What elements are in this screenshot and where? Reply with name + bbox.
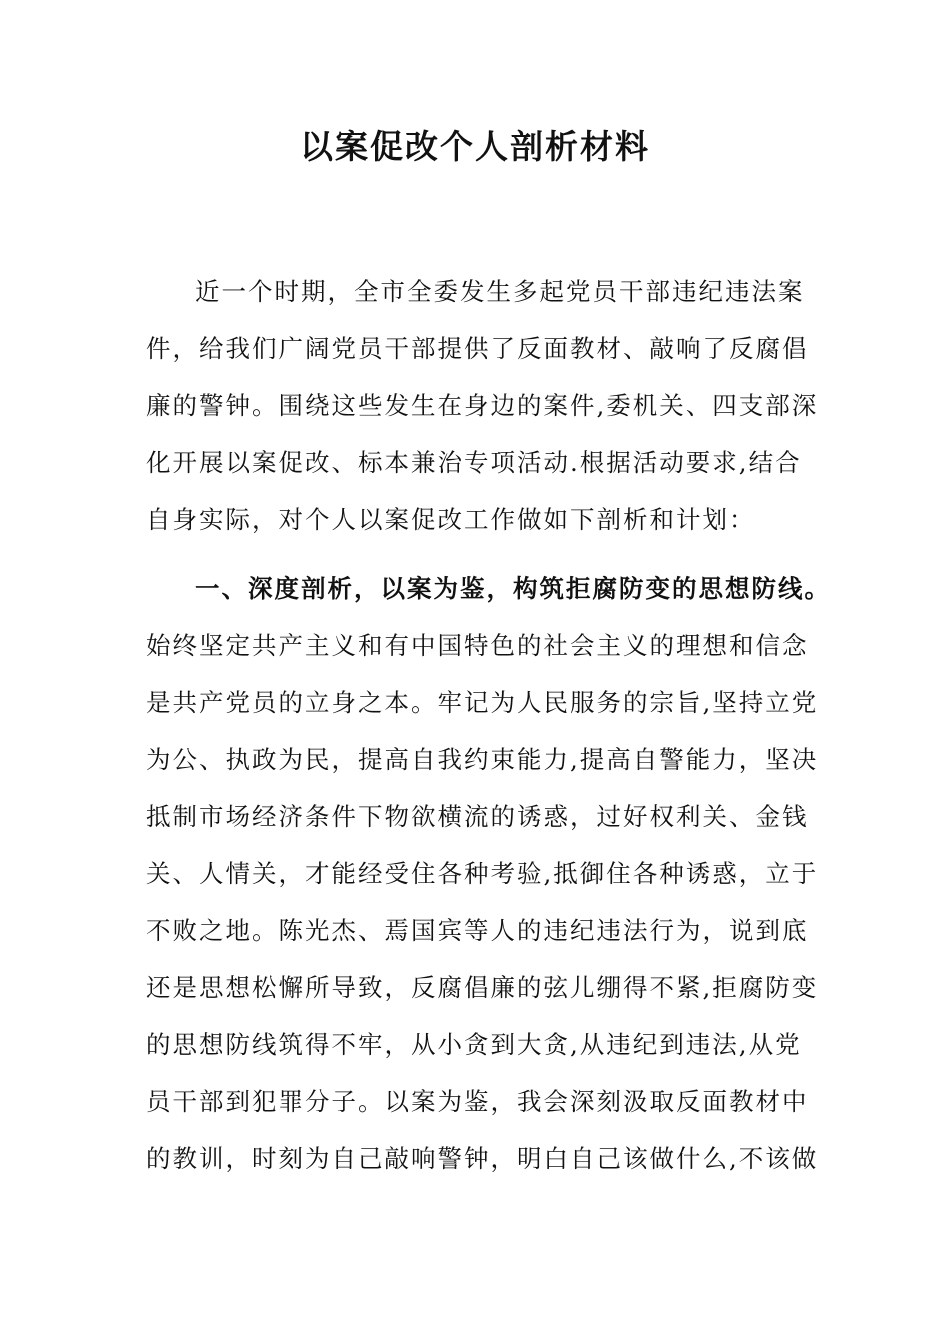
paragraph-line: 化开展以案促改、标本兼治专项活动.根据活动要求,结合 <box>146 448 802 477</box>
paragraph-line: 件，给我们广阔党员干部提供了反面教材、敲响了反腐倡 <box>146 334 809 363</box>
paragraph-line: 始终坚定共产主义和有中国特色的社会主义的理想和信念 <box>146 631 809 660</box>
paragraph-line: 抵制市场经济条件下物欲横流的诱惑，过好权利关、金钱 <box>146 802 809 831</box>
paragraph-line: 不败之地。陈光杰、焉国宾等人的违纪违法行为，说到底 <box>146 916 809 945</box>
paragraph-line: 是共产党员的立身之本。牢记为人民服务的宗旨,坚持立党 <box>146 688 819 717</box>
document-title: 以案促改个人剖析材料 <box>300 127 650 166</box>
paragraph-line: 还是思想松懈所导致，反腐倡廉的弦儿绷得不紧,拒腐防变 <box>146 973 819 1002</box>
paragraph-line: 自身实际，对个人以案促改工作做如下剖析和计划： <box>146 505 756 534</box>
paragraph-line: 为公、执政为民，提高自我约束能力,提高自警能力，坚决 <box>146 745 819 774</box>
paragraph-line: 的教训，时刻为自己敲响警钟，明白自己该做什么,不该做 <box>146 1144 819 1173</box>
paragraph-line: 员干部到犯罪分子。以案为鉴，我会深刻汲取反面教材中 <box>146 1087 809 1116</box>
section-heading: 一、深度剖析，以案为鉴，构筑拒腐防变的思想防线。 <box>195 574 831 603</box>
paragraph-line: 的思想防线筑得不牢，从小贪到大贪,从违纪到违法,从党 <box>146 1030 802 1059</box>
paragraph-line: 近一个时期，全市全委发生多起党员干部违纪违法案 <box>195 277 805 306</box>
paragraph-line: 关、人情关，才能经受住各种考验,抵御住各种诱惑，立于 <box>146 859 819 888</box>
paragraph-line: 廉的警钟。围绕这些发生在身边的案件,委机关、四支部深 <box>146 391 819 420</box>
